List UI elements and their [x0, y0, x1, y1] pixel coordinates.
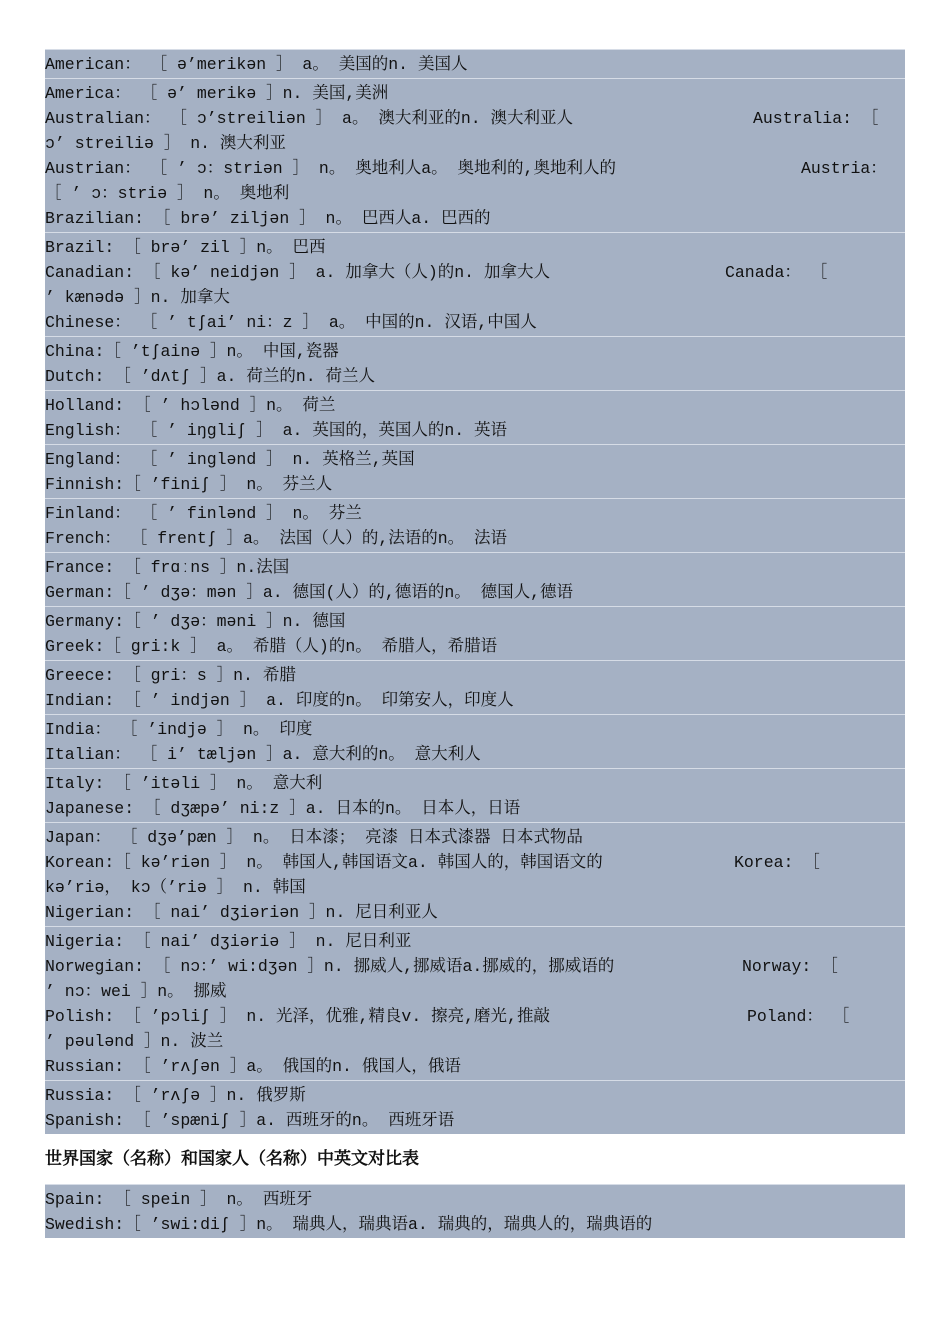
entry-line: France: ［ frɑːns ］n.法国 — [45, 558, 290, 577]
entry-block — [45, 768, 905, 822]
entry-line: Brazil: ［ brə’ zil ］n。 巴西 — [45, 238, 326, 257]
entry-line: Italian： ［ i’ tæljən ］a. 意大利的n。 意大利人 — [45, 745, 481, 764]
entry-line: Japanese: ［ dʒæpə’ ni:z ］a. 日本的n。 日本人，日语 — [45, 799, 521, 818]
entry-line: ［ ’ ɔ：striə ］ n。 奥地利 — [45, 184, 290, 203]
entry-continuation: Austria： — [801, 159, 887, 178]
entry-text: Norwegian: ［ nɔ：’ wi:dʒən ］n. 挪威人,挪威语a.挪威的，挪威语的 — [45, 957, 615, 976]
entry-line: French： ［ frentʃ ］a。 法国（人）的,法语的n。 法语 — [45, 529, 508, 548]
entry-line: Swedish:［ ’swi:diʃ ］n。 瑞典人，瑞典语a. 瑞典的，瑞典人的，瑞典语的 — [45, 1215, 653, 1234]
entry-line: Chinese： ［ ’ tʃai’ ni：z ］ a。 中国的n. 汉语,中国人 — [45, 313, 537, 332]
entry-line: Greece: ［ gri：s ］n. 希腊 — [45, 666, 296, 685]
entry-line: Finnish:［ ’finiʃ ］ n。 芬兰人 — [45, 475, 333, 494]
entry-line: ’ pəulənd ］n. 波兰 — [45, 1032, 224, 1051]
entry-line — [45, 106, 905, 131]
entry-line: Indian: ［ ’ indjən ］ a. 印度的n。 印第安人，印度人 — [45, 691, 514, 710]
entry-block — [45, 78, 905, 232]
entry-line: Dutch: ［ ’dʌtʃ ］a. 荷兰的n. 荷兰人 — [45, 367, 376, 386]
entry-line: Italy: ［ ’itəli ］ n。 意大利 — [45, 774, 323, 793]
entry-block — [45, 714, 905, 768]
entry-line: Spain: ［ spein ］ n。 西班牙 — [45, 1190, 313, 1209]
entry-line — [45, 954, 905, 979]
entry-line: China:［ ’tʃainə ］n。 中国,瓷器 — [45, 342, 339, 361]
entry-block — [45, 232, 905, 336]
entry-block — [45, 1184, 905, 1238]
section-heading: 世界国家（名称）和国家人（名称）中英文对比表 — [45, 1134, 905, 1184]
entry-line: English： ［ ’ iŋgliʃ ］ a. 英国的，英国人的n. 英语 — [45, 421, 508, 440]
entry-line — [45, 1004, 905, 1029]
entry-continuation: Norway: ［ — [742, 957, 838, 976]
entry-line — [45, 156, 905, 181]
entry-line: England： ［ ’ inglənd ］ n. 英格兰,英国 — [45, 450, 415, 469]
entry-continuation: Korea: ［ — [734, 853, 820, 872]
entry-line: Russian: ［ ’rʌʃən ］a。 俄国的n. 俄国人，俄语 — [45, 1057, 461, 1076]
entry-line: Nigerian: ［ nai’ dʒiəriən ］n. 尼日利亚人 — [45, 903, 438, 922]
entry-continuation: Australia: ［ — [753, 109, 879, 128]
entry-block — [45, 660, 905, 714]
entry-line: kə’riə， kɔ（’riə ］ n. 韩国 — [45, 878, 306, 897]
entry-block — [45, 444, 905, 498]
entry-block — [45, 498, 905, 552]
entry-line: ɔ’ streiliə ］ n. 澳大利亚 — [45, 134, 286, 153]
entry-line: ’ kænədə ］n. 加拿大 — [45, 288, 230, 307]
entry-line — [45, 850, 905, 875]
entry-line: Spanish: ［ ’spæniʃ ］a. 西班牙的n。 西班牙语 — [45, 1111, 455, 1130]
entry-line: India： ［ ’indjə ］ n。 印度 — [45, 720, 313, 739]
entry-text: Polish: ［ ’pɔliʃ ］ n. 光泽，优雅,精良v. 擦亮,磨光,推敲 — [45, 1007, 550, 1026]
entry-block — [45, 822, 905, 926]
entry-text: Australian： ［ ɔ’streiliən ］ a。 澳大利亚的n. 澳大利亚人 — [45, 109, 574, 128]
entry-block — [45, 336, 905, 390]
entry-line: German:［ ’ dʒə：mən ］a. 德国(人）的,德语的n。 德国人,德语 — [45, 583, 574, 602]
entry-line — [45, 260, 905, 285]
entry-block — [45, 1080, 905, 1134]
entry-block — [45, 49, 905, 78]
entry-line: Greek:［ gri:k ］ a。 希腊（人)的n。 希腊人，希腊语 — [45, 637, 498, 656]
entry-continuation: Poland： ［ — [747, 1007, 850, 1026]
document-sheet — [45, 49, 905, 1238]
entry-continuation: Canada： ［ — [725, 263, 828, 282]
entry-block — [45, 926, 905, 1080]
entry-block — [45, 552, 905, 606]
entry-line: Finland： ［ ’ finlənd ］ n。 芬兰 — [45, 504, 362, 523]
entry-line: Brazilian: ［ brə’ ziljən ］ n。 巴西人a. 巴西的 — [45, 209, 491, 228]
entry-text: Korean:［ kə’riən ］ n。 韩国人,韩国语文a. 韩国人的，韩国语文的 — [45, 853, 603, 872]
entry-text: Austrian： ［ ’ ɔ：striən ］ n。 奥地利人a。 奥地利的,奥地利人的 — [45, 159, 616, 178]
entry-line: Japan： ［ dʒə’pæn ］ n。 日本漆； 亮漆 日本式漆器 日本式物品 — [45, 828, 583, 847]
entry-line: Holland: ［ ’ hɔlənd ］n。 荷兰 — [45, 396, 336, 415]
entry-text: Canadian: ［ kə’ neidjən ］ a. 加拿大（人)的n. 加拿大人 — [45, 263, 550, 282]
entry-block — [45, 390, 905, 444]
entry-line: Germany:［ ’ dʒə：məni ］n. 德国 — [45, 612, 346, 631]
entry-line: Nigeria: ［ nai’ dʒiəriə ］ n. 尼日利亚 — [45, 932, 412, 951]
entry-line: Russia: ［ ’rʌʃə ］n. 俄罗斯 — [45, 1086, 306, 1105]
entry-line: ’ nɔ：wei ］n。 挪威 — [45, 982, 227, 1001]
entry-block — [45, 606, 905, 660]
entry-line: American： ［ ə’merikən ］ a。 美国的n. 美国人 — [45, 55, 468, 74]
entry-line: America： ［ ə’ merikə ］n. 美国,美洲 — [45, 84, 389, 103]
